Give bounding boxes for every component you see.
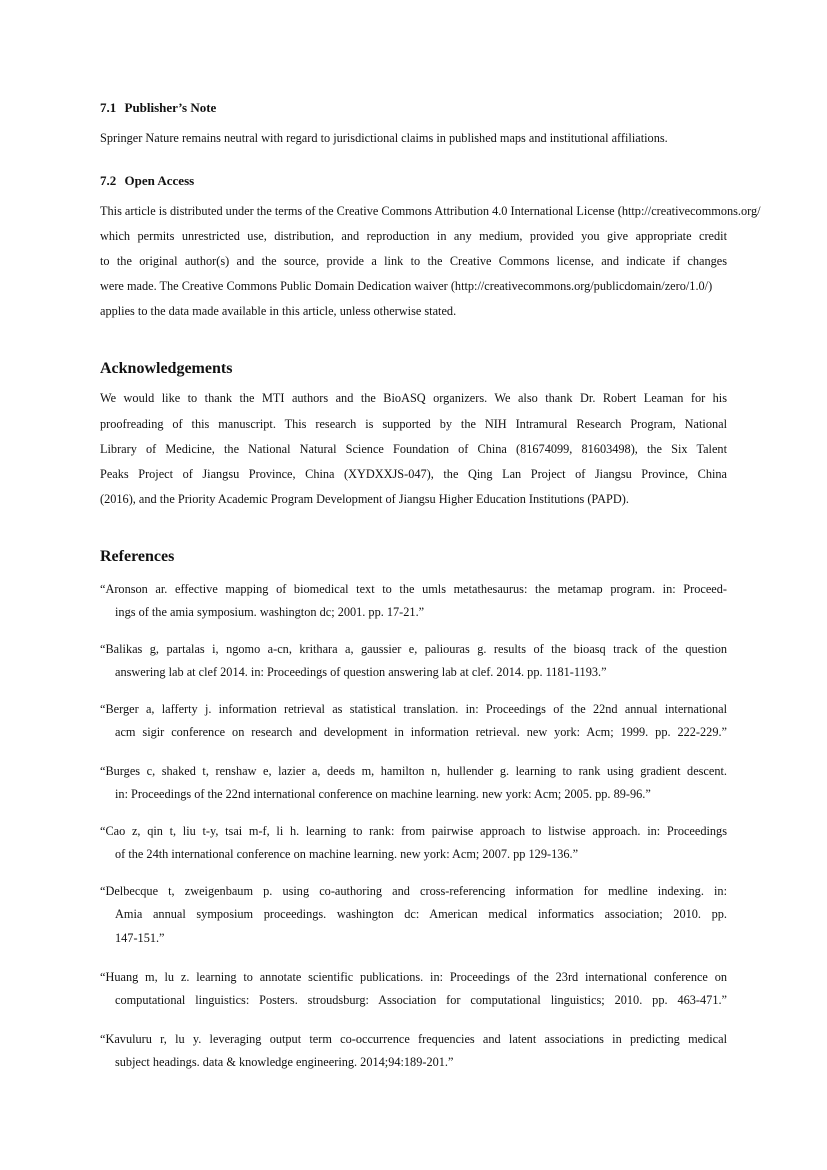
open-access-line: which permits unrestricted use, distribution, and reproduction in any medium, provided you give appropriate credit [100, 229, 727, 243]
acknowledgements-line: Peaks Project of Jiangsu Province, China (XYDXXJS-047), the Qing Lan Project of Jiangsu Province, China [100, 467, 727, 481]
reference-line: “Cao z, qin t, liu t-y, tsai m-f, li h. learning to rank: from pairwise approach to listwise approach. in: Proceedings [100, 824, 727, 838]
reference-line: acm sigir conference on research and development in information retrieval. new york: Acm; 1999. pp. 222-229.” [115, 725, 727, 739]
reference-line: subject headings. data & knowledge engineering. 2014;94:189-201.” [115, 1055, 454, 1069]
open-access-line: This article is distributed under the terms of the Creative Commons Attribution 4.0 International License (http://creativecommons.org/ [100, 204, 761, 218]
reference-line: computational linguistics: Posters. stroudsburg: Association for computational linguistics; 2010. pp. 463-471.” [115, 993, 727, 1007]
acknowledgements-line: We would like to thank the MTI authors and the BioASQ organizers. We also thank Dr. Robert Leaman for his [100, 391, 727, 405]
reference-line: “Huang m, lu z. learning to annotate scientific publications. in: Proceedings of the 23rd international conference on [100, 970, 727, 984]
open-access-line: applies to the data made available in this article, unless otherwise stated. [100, 304, 457, 318]
reference-line: “Berger a, lafferty j. information retrieval as statistical translation. in: Proceedings of the 22nd annual international [100, 702, 727, 716]
publishers-note-heading [100, 100, 216, 116]
reference-line: 147-151.” [115, 931, 165, 945]
open-access-number: 7.2 [100, 173, 117, 188]
open-access-line: were made. The Creative Commons Public Domain Dedication waiver (http://creativecommons.org/publicdomain/zero/1.0/) [100, 279, 713, 293]
acknowledgements-line: (2016), and the Priority Academic Program Development of Jiangsu Higher Education Institutions (PAPD). [100, 492, 629, 506]
publishers-note-title: Publisher’s Note [124, 100, 217, 115]
open-access-heading [100, 173, 194, 189]
reference-line: “Aronson ar. effective mapping of biomedical text to the umls metathesaurus: the metamap program. in: Proceed- [100, 582, 727, 596]
reference-line: “Kavuluru r, lu y. leveraging output term co-occurrence frequencies and latent associations in predicting medical [100, 1032, 727, 1046]
reference-line: “Delbecque t, zweigenbaum p. using co-authoring and cross-referencing information for medline indexing. in: [100, 884, 727, 898]
acknowledgements-line: proofreading of this manuscript. This research is supported by the NIH Intramural Research Program, National [100, 417, 727, 431]
acknowledgements-heading: Acknowledgements [100, 360, 233, 377]
reference-line: Amia annual symposium proceedings. washington dc: American medical informatics association; 2010. pp. [115, 907, 727, 921]
publishers-note-text: Springer Nature remains neutral with regard to jurisdictional claims in published maps and institutional affiliations. [100, 131, 668, 145]
references-heading: References [100, 548, 175, 565]
reference-line: “Balikas g, partalas i, ngomo a-cn, krithara a, gaussier e, paliouras g. results of the bioasq track of the question [100, 642, 727, 656]
reference-line: “Burges c, shaked t, renshaw e, lazier a, deeds m, hamilton n, hullender g. learning to rank using gradient descent. [100, 764, 727, 778]
reference-line: ings of the amia symposium. washington dc; 2001. pp. 17-21.” [115, 605, 425, 619]
open-access-title: Open Access [124, 173, 195, 188]
reference-line: in: Proceedings of the 22nd international conference on machine learning. new york: Acm; 2005. pp. 89-96.” [115, 787, 651, 801]
open-access-line: to the original author(s) and the source, provide a link to the Creative Commons license, and indicate if changes [100, 254, 727, 268]
acknowledgements-line: Library of Medicine, the National Natural Science Foundation of China (81674099, 81603498), the Six Talent [100, 442, 727, 456]
reference-line: answering lab at clef 2014. in: Proceedings of question answering lab at clef. 2014. pp. 1181-1193.” [115, 665, 607, 679]
reference-line: of the 24th international conference on machine learning. new york: Acm; 2007. pp 129-136.” [115, 847, 579, 861]
publishers-note-number: 7.1 [100, 100, 117, 115]
